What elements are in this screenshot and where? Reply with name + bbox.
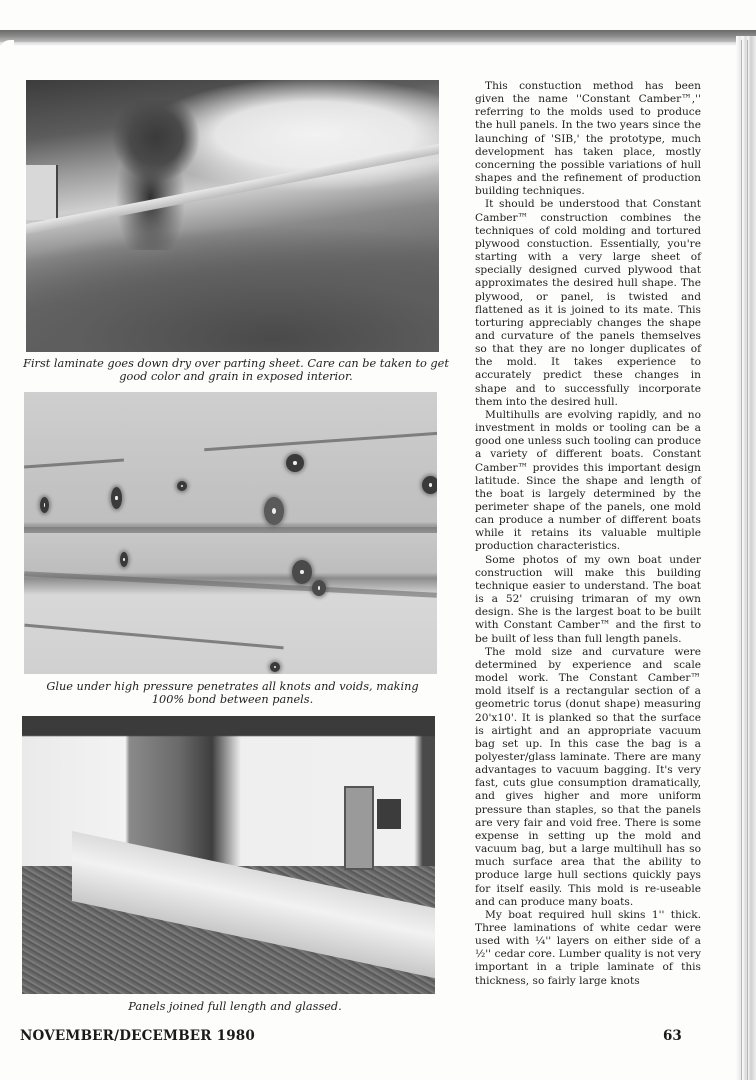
article-body (475, 80, 701, 988)
photo-detail-knot (292, 560, 312, 584)
photo-detail-knot (40, 497, 49, 513)
scan-top-edge-fade (0, 42, 756, 46)
photo-detail-seam (24, 624, 283, 650)
photo-detail-door (344, 786, 374, 870)
photo-detail-window (377, 799, 401, 829)
binding-shadow (736, 36, 756, 1080)
photo-caption: First laminate goes down dry over parting sheet. Care can be taken to get good color and grain in exposed interior. (23, 357, 449, 383)
photo-detail-seam (24, 459, 124, 469)
binding-line (741, 40, 742, 1080)
photo-detail-seam (24, 571, 437, 598)
photo-laminate-over-mold (26, 80, 439, 352)
photo-detail-knot (312, 580, 326, 596)
article-paragraph: This constuction method has been given the name ''Constant Camber™,'' referring to the molds used to produce the hull panels. In the two years since the launching of 'SIB,' the prototype, much development has taken place, mostly concerning the possible variations of hull shapes and the refinement of production building techniques. (475, 80, 701, 198)
page-number: 63 (663, 1028, 682, 1044)
article-paragraph: Some photos of my own boat under construction will make this building technique easier to understand. The boat is a 52' cruising trimaran of my own design. She is the largest boat to be built with Constant Camber™ and the first to be built of less than full length panels. (475, 553, 701, 645)
photo-detail-knot (177, 481, 187, 491)
photo-detail-worker (101, 100, 211, 250)
photo-full-length-panels (22, 716, 435, 994)
photo-detail-knot (422, 476, 437, 494)
photo-glued-panels-closeup (24, 392, 437, 674)
article-paragraph: It should be understood that Constant Camber™ construction combines the techniques of cold molding and tortured plywood constuction. Essentially, you're starting with a very large sheet of specially designed curved plywood that approximates the desired hull shape. The plywood, or panel, is twisted and flattened as it is joined to its mate. This torturing appreciably changes the shape and curvature of the panels themselves so that they are no longer duplicates of the mold. It takes experience to accurately predict these changes in shape and to successfully incorporate them into the desired hull. (475, 198, 701, 408)
issue-date: NOVEMBER/DECEMBER 1980 (20, 1028, 255, 1044)
photo-detail-seam (204, 432, 437, 451)
article-paragraph: My boat required hull skins 1'' thick. Three laminations of white cedar were used with ¼'' layers on either side of a ½'' cedar core. Lumber quality is not very important in a triple laminate of this thickness, so fairly large knots (475, 908, 701, 987)
article-paragraph: Multihulls are evolving rapidly, and no investment in molds or tooling can be a good one unless such tooling can produce a variety of different boats. Constant Camber™ provides this important design latitude. Since the shape and length of the boat is largely determined by the perimeter shape of the panels, one mold can produce a number of different boats while it retains its valuable multiple production characteristics. (475, 408, 701, 553)
photo-detail-knot (111, 487, 122, 509)
photo-detail-bucket (26, 165, 58, 220)
photo-caption: Glue under high pressure penetrates all knots and voids, making 100% bond between panels. (46, 680, 419, 706)
binding-line (747, 40, 748, 1080)
article-paragraph: The mold size and curvature were determined by experience and scale model work. The Constant Camber™ mold itself is a rectangular section of a geometric torus (donut shape) measuring 20'x10'. It is planked so that the surface is airtight and an appropriate vacuum bag set up. In this case the bag is a polyester/glass laminate. There are many advantages to vacuum bagging. It's very fast, cuts glue consumption dramatically, and gives higher and more uniform pressure than staples, so that the panels are very fair and void free. There is some expense in setting up the mold and vacuum bag, but a large multihull has so much surface area that the ability to produce large hull sections quickly pays for itself easily. This mold is re-useable and can produce many boats. (475, 645, 701, 908)
photo-detail-seam (24, 527, 437, 533)
photo-detail-knot (264, 497, 284, 525)
photo-detail-sheet-edge (26, 137, 439, 238)
photo-caption: Panels joined full length and glassed. (128, 1000, 342, 1013)
photo-detail-knot (286, 454, 304, 472)
photo-detail-knot (120, 552, 128, 567)
scan-top-edge (0, 30, 756, 42)
photo-detail-knot (270, 662, 280, 672)
